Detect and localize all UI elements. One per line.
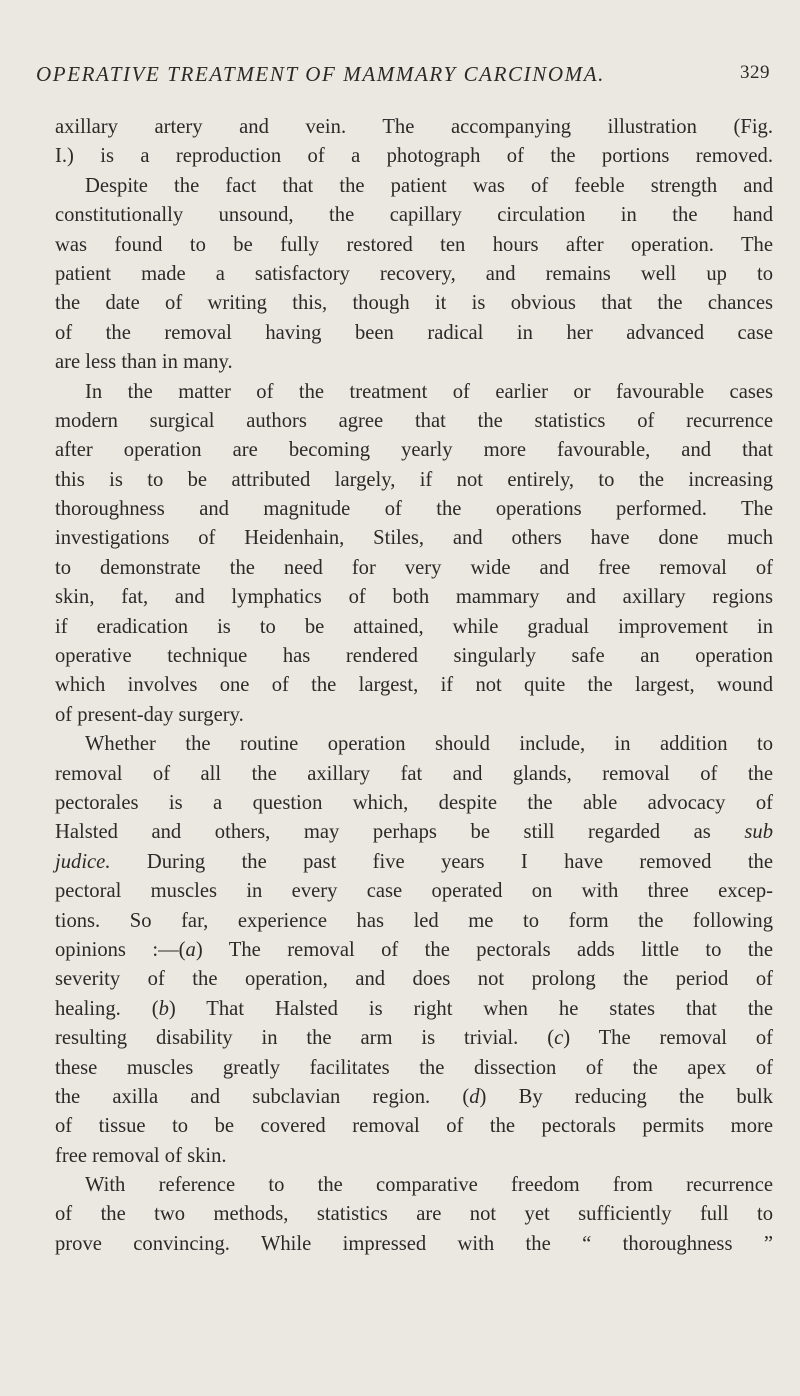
text-line: after operation are becoming yearly more favourable, and that	[55, 439, 773, 462]
text-line: healing. (b) That Halsted is right when he states that the	[55, 997, 773, 1020]
text-line: of the removal having been radical in her advanced case	[55, 321, 773, 344]
text-line: judice. During the past five years I have removed the	[55, 850, 773, 873]
text-line: resulting disability in the arm is trivial. (c) The removal of	[55, 1027, 773, 1050]
text-line: the axilla and subclavian region. (d) By reducing the bulk	[55, 1085, 773, 1108]
text-line: free removal of skin.	[55, 1144, 227, 1167]
text-line: pectorales is a question which, despite the able advocacy of	[55, 791, 773, 814]
text-line: operative technique has rendered singularly safe an operation	[55, 645, 773, 668]
text-line: skin, fat, and lymphatics of both mammary and axillary regions	[55, 586, 773, 609]
text-line: are less than in many.	[55, 351, 233, 374]
text-line: I.) is a reproduction of a photograph of the portions removed.	[55, 145, 773, 168]
text-line: Halsted and others, may perhaps be still regarded as sub	[55, 821, 773, 844]
text-line: to demonstrate the need for very wide and free removal of	[55, 556, 773, 579]
text-line: opinions :—(a) The removal of the pectorals adds little to the	[55, 938, 773, 961]
text-line: severity of the operation, and does not prolong the period of	[55, 968, 773, 991]
body-text	[55, 113, 773, 1259]
page-number: 329	[740, 62, 770, 83]
text-line: prove convincing. While impressed with the “ thoroughness ”	[55, 1232, 773, 1255]
text-line: which involves one of the largest, if not quite the largest, wound	[55, 674, 773, 697]
text-line: thoroughness and magnitude of the operations performed. The	[55, 498, 773, 521]
text-line: of tissue to be covered removal of the pectorals permits more	[55, 1115, 773, 1138]
text-line: of the two methods, statistics are not yet sufficiently full to	[55, 1203, 773, 1226]
text-line: this is to be attributed largely, if not entirely, to the increasing	[55, 468, 773, 491]
text-line: investigations of Heidenhain, Stiles, and others have done much	[55, 527, 773, 550]
text-line: constitutionally unsound, the capillary circulation in the hand	[55, 204, 773, 227]
text-line: tions. So far, experience has led me to form the following	[55, 909, 773, 932]
text-line: With reference to the comparative freedom from recurrence	[85, 1174, 773, 1197]
running-title: OPERATIVE TREATMENT OF MAMMARY CARCINOMA.	[36, 62, 605, 86]
running-head	[36, 62, 770, 90]
text-line: Despite the fact that the patient was of feeble strength and	[85, 174, 773, 197]
text-line: modern surgical authors agree that the statistics of recurrence	[55, 409, 773, 432]
text-line: if eradication is to be attained, while gradual improvement in	[55, 615, 773, 638]
text-line: patient made a satisfactory recovery, and remains well up to	[55, 262, 773, 285]
text-line: In the matter of the treatment of earlier or favourable cases	[85, 380, 773, 403]
text-line: of present-day surgery.	[55, 703, 244, 726]
text-line: was found to be fully restored ten hours after operation. The	[55, 233, 773, 256]
text-line: removal of all the axillary fat and glands, removal of the	[55, 762, 773, 785]
text-line: these muscles greatly facilitates the dissection of the apex of	[55, 1056, 773, 1079]
text-line: axillary artery and vein. The accompanying illustration (Fig.	[55, 116, 773, 138]
text-line: pectoral muscles in every case operated on with three excep-	[55, 880, 773, 903]
text-line: the date of writing this, though it is obvious that the chances	[55, 292, 773, 315]
text-line: Whether the routine operation should include, in addition to	[85, 733, 773, 756]
